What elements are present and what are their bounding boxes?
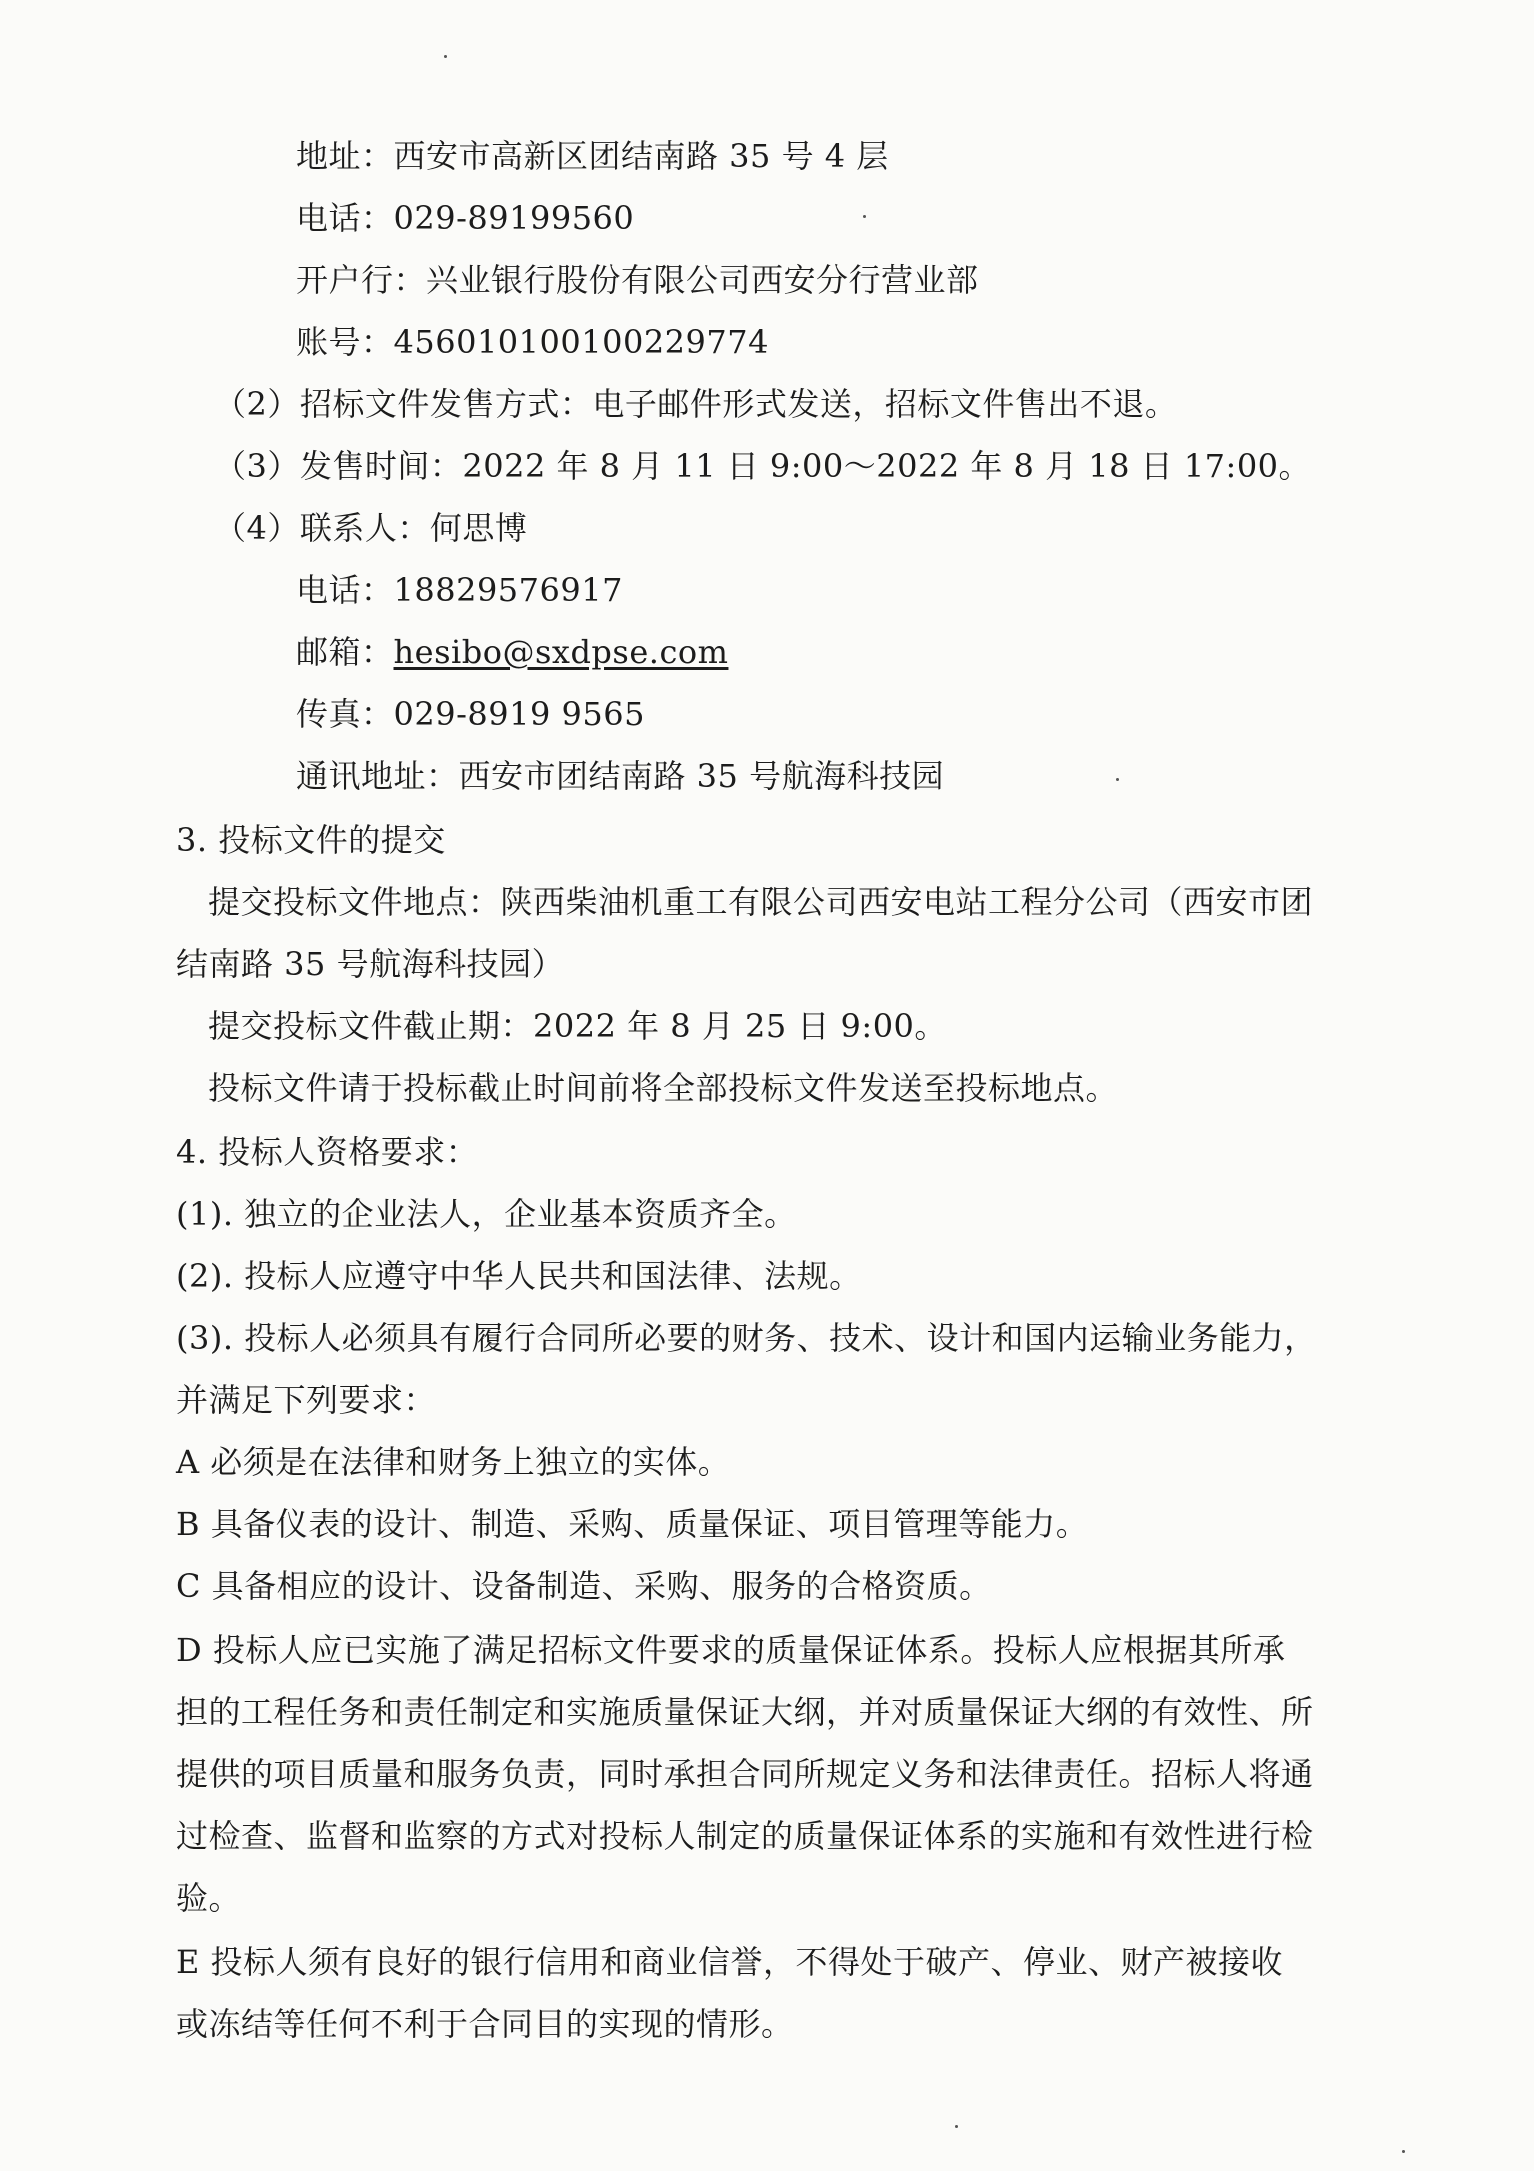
- submission-deadline-line: 提交投标文件截止期：2022 年 8 月 25 日 9:00。: [208, 1007, 947, 1045]
- submission-location-line: 提交投标文件地点：陕西柴油机重工有限公司西安电站工程分公司（西安市团: [208, 883, 1314, 921]
- phone-line: 电话：029-89199560: [296, 199, 635, 237]
- bank-line: 开户行：兴业银行股份有限公司西安分行营业部: [296, 261, 979, 299]
- req-1-line: (1). 独立的企业法人，企业基本资质齐全。: [176, 1195, 797, 1233]
- req-d-cont-3: 过检查、监督和监察的方式对投标人制定的质量保证体系的实施和有效性进行检: [176, 1817, 1314, 1855]
- req-a-line: A 必须是在法律和财务上独立的实体。: [176, 1443, 731, 1481]
- req-3-cont: 并满足下列要求：: [176, 1381, 437, 1419]
- req-d-cont-4: 验。: [176, 1879, 242, 1917]
- req-d-cont-2: 提供的项目质量和服务负责，同时承担合同所规定义务和法律责任。招标人将通: [176, 1755, 1314, 1793]
- req-d-line: D 投标人应已实施了满足招标文件要求的质量保证体系。投标人应根据其所承: [176, 1631, 1286, 1669]
- scan-speck: [1402, 2150, 1405, 2153]
- req-2-line: (2). 投标人应遵守中华人民共和国法律、法规。: [176, 1257, 862, 1295]
- scan-speck: [1116, 778, 1119, 781]
- fax-line: 传真：029-8919 9565: [296, 695, 645, 733]
- section-4-heading: 4. 投标人资格要求：: [176, 1133, 479, 1171]
- address-line: 地址：西安市高新区团结南路 35 号 4 层: [296, 137, 889, 175]
- req-b-line: B 具备仪表的设计、制造、采购、质量保证、项目管理等能力。: [176, 1505, 1089, 1543]
- contact-person-line: （4）联系人：何思博: [214, 509, 528, 547]
- contact-phone-line: 电话：18829576917: [296, 571, 623, 609]
- scan-speck: [863, 215, 866, 218]
- req-d-cont-1: 担的工程任务和责任制定和实施质量保证大纲，并对质量保证大纲的有效性、所: [176, 1693, 1314, 1731]
- email-link[interactable]: hesibo@sxdpse.com: [393, 633, 729, 671]
- account-line: 账号：456010100100229774: [296, 323, 769, 361]
- email-line: [296, 632, 728, 672]
- submission-location-cont: 结南路 35 号航海科技园）: [176, 945, 565, 983]
- req-c-line: C 具备相应的设计、设备制造、采购、服务的合格资质。: [176, 1567, 992, 1605]
- sale-method-line: （2）招标文件发售方式：电子邮件形式发送，招标文件售出不退。: [214, 385, 1178, 423]
- section-3-heading: 3. 投标文件的提交: [176, 821, 446, 859]
- sale-time-line: （3）发售时间：2022 年 8 月 11 日 9:00～2022 年 8 月 18 日 17:00。: [214, 447, 1312, 485]
- scan-speck: [955, 2125, 958, 2128]
- mailing-address-line: 通讯地址：西安市团结南路 35 号航海科技园: [296, 757, 945, 795]
- req-e-line: E 投标人须有良好的银行信用和商业信誉，不得处于破产、停业、财产被接收: [176, 1943, 1284, 1981]
- req-3-line: (3). 投标人必须具有履行合同所必要的财务、技术、设计和国内运输业务能力，: [176, 1319, 1317, 1357]
- submission-instruction-line: 投标文件请于投标截止时间前将全部投标文件发送至投标地点。: [208, 1069, 1119, 1107]
- scan-speck: [444, 55, 447, 58]
- req-e-cont: 或冻结等任何不利于合同目的实现的情形。: [176, 2005, 794, 2043]
- email-label: 邮箱：: [296, 633, 394, 671]
